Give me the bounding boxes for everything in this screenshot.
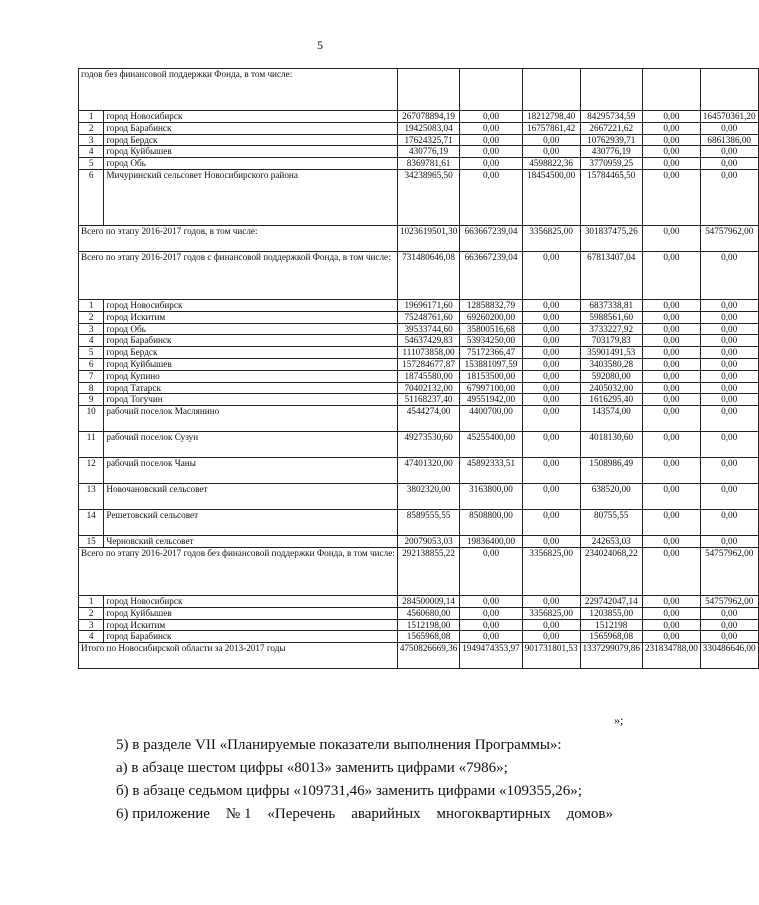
amount-cell: 0,00 [522,370,580,382]
amount-cell: 0,00 [522,484,580,510]
table-row [79,169,759,225]
row-number: 1 [79,111,104,123]
row-number: 9 [79,394,104,406]
amount-cell: 0,00 [522,251,580,299]
amount-cell: 0,00 [642,299,700,311]
amount-cell [522,69,580,111]
stage-total-row [79,225,759,251]
closing-quote: »; [614,713,624,727]
row-number: 3 [79,134,104,146]
amount-cell: 0,00 [700,619,758,631]
municipality-name: город Бердск [104,347,398,359]
amount-cell: 35901491,53 [580,347,642,359]
amendment-item-5: 5) в разделе VII «Планируемые показатели выполнения Программы»: [116,737,562,753]
amount-cell: 69260200,00 [460,311,522,323]
amount-cell: 0,00 [460,158,522,170]
amount-cell: 0,00 [522,394,580,406]
amount-cell: 0,00 [460,169,522,225]
municipality-name: город Куйбышев [104,358,398,370]
section-header-row [79,69,759,111]
amount-cell: 592080,00 [580,370,642,382]
amount-cell: 2667221,62 [580,122,642,134]
amount-cell: 663667239,04 [460,225,522,251]
amount-cell: 242653,03 [580,536,642,548]
amount-cell: 0,00 [522,347,580,359]
amount-cell: 1565968,08 [580,631,642,643]
amount-cell: 0,00 [460,146,522,158]
row-number: 2 [79,311,104,323]
amount-cell: 0,00 [700,158,758,170]
amount-cell: 18153500,00 [460,370,522,382]
amount-cell: 284500009,14 [397,595,459,607]
section-label: Всего по этапу 2016-2017 годов, в том числе: [79,225,398,251]
row-number: 6 [79,358,104,370]
amount-cell: 1508986,49 [580,458,642,484]
row-number: 1 [79,595,104,607]
municipality-name: рабочий поселок Сузун [104,432,398,458]
municipality-name: Черновский сельсовет [104,536,398,548]
amount-cell: 0,00 [522,595,580,607]
amount-cell: 638520,00 [580,484,642,510]
amount-cell: 0,00 [642,607,700,619]
amount-cell: 8508800,00 [460,510,522,536]
amount-cell: 4544274,00 [397,406,459,432]
amount-cell: 0,00 [642,134,700,146]
amount-cell: 1203855,00 [580,607,642,619]
amount-cell: 1616295,40 [580,394,642,406]
amount-cell: 0,00 [700,335,758,347]
amount-cell: 731480646,08 [397,251,459,299]
amount-cell: 54757962,00 [700,595,758,607]
page-number: 5 [317,38,323,52]
amount-cell: 8369781,61 [397,158,459,170]
amount-cell: 0,00 [642,311,700,323]
with-fund-total-row [79,251,759,299]
amount-cell: 0,00 [642,335,700,347]
amount-cell: 19425083,04 [397,122,459,134]
amount-cell: 0,00 [700,458,758,484]
table-row [79,134,759,146]
amount-cell: 6837338,81 [580,299,642,311]
amount-cell: 0,00 [642,631,700,643]
amount-cell: 0,00 [642,458,700,484]
amount-cell: 0,00 [642,251,700,299]
amount-cell: 0,00 [700,146,758,158]
amount-cell: 3356825,00 [522,607,580,619]
amount-cell: 267078894,19 [397,111,459,123]
municipality-name: город Новосибирск [104,595,398,607]
amount-cell: 0,00 [700,323,758,335]
municipality-name: Новочановский сельсовет [104,484,398,510]
section-label: Итого по Новосибирской области за 2013-2017 годы [79,643,398,669]
row-number: 3 [79,619,104,631]
amount-cell: 0,00 [700,347,758,359]
table-row [79,458,759,484]
section-label: Всего по этапу 2016-2017 годов без финансовой поддержки Фонда, в том числе: [79,547,398,595]
section-label: годов без финансовой поддержки Фонда, в том числе: [79,69,398,111]
amount-cell: 153881097,59 [460,358,522,370]
municipality-name: город Барабинск [104,122,398,134]
amount-cell: 0,00 [522,458,580,484]
municipality-name: город Новосибирск [104,111,398,123]
table-row [79,111,759,123]
table-row [79,432,759,458]
amount-cell: 0,00 [460,134,522,146]
amount-cell: 84295734,59 [580,111,642,123]
amount-cell: 4560680,00 [397,607,459,619]
grand-total-row [79,643,759,669]
amount-cell: 0,00 [522,299,580,311]
amount-cell: 0,00 [522,146,580,158]
amount-cell: 3802320,00 [397,484,459,510]
amount-cell: 0,00 [642,225,700,251]
row-number: 13 [79,484,104,510]
amount-cell: 1512198,00 [397,619,459,631]
municipality-name: город Искитим [104,619,398,631]
amount-cell: 0,00 [642,406,700,432]
amendment-word: аварийных [351,806,421,822]
amount-cell: 703179,83 [580,335,642,347]
table-row [79,595,759,607]
amount-cell: 0,00 [700,358,758,370]
amount-cell: 0,00 [700,631,758,643]
amount-cell: 49273530,60 [397,432,459,458]
municipality-name: город Татарск [104,382,398,394]
amount-cell: 6861386,00 [700,134,758,146]
amount-cell: 111073858,00 [397,347,459,359]
without-fund-total-row [79,547,759,595]
amount-cell: 0,00 [522,432,580,458]
amount-cell: 3163800,00 [460,484,522,510]
row-number: 4 [79,335,104,347]
amount-cell: 10762939,71 [580,134,642,146]
row-number: 10 [79,406,104,432]
amendment-word: многоквартирных [436,806,551,822]
amount-cell: 20079053,03 [397,536,459,548]
amount-cell: 0,00 [700,406,758,432]
table-row [79,358,759,370]
table-row [79,347,759,359]
amount-cell: 67813407,04 [580,251,642,299]
amount-cell: 0,00 [522,536,580,548]
table-row [79,607,759,619]
table-row [79,122,759,134]
amount-cell: 0,00 [642,323,700,335]
amount-cell: 53934250,00 [460,335,522,347]
amount-cell: 45892333,51 [460,458,522,484]
amount-cell: 0,00 [642,370,700,382]
amount-cell: 19836400,00 [460,536,522,548]
amount-cell: 0,00 [460,122,522,134]
amount-cell [700,69,758,111]
row-number: 15 [79,536,104,548]
amount-cell: 34238965,50 [397,169,459,225]
amount-cell: 75248761,60 [397,311,459,323]
row-number: 5 [79,347,104,359]
table-row [79,484,759,510]
municipality-name: город Тогучин [104,394,398,406]
row-number: 2 [79,122,104,134]
amount-cell: 18454500,00 [522,169,580,225]
amount-cell: 0,00 [700,122,758,134]
amendment-word: «Перечень [267,806,336,822]
amount-cell: 663667239,04 [460,251,522,299]
amount-cell: 0,00 [642,432,700,458]
amount-cell: 47401320,00 [397,458,459,484]
amount-cell: 3733227,92 [580,323,642,335]
table-row [79,510,759,536]
table-row [79,406,759,432]
amount-cell: 0,00 [460,631,522,643]
amount-cell: 75172366,47 [460,347,522,359]
amount-cell [397,69,459,111]
section-label: Всего по этапу 2016-2017 годов с финансовой поддержкой Фонда, в том числе: [79,251,398,299]
municipality-name: город Обь [104,158,398,170]
amount-cell: 0,00 [642,169,700,225]
table-row [79,299,759,311]
amount-cell: 0,00 [522,323,580,335]
row-number: 5 [79,158,104,170]
amount-cell: 0,00 [700,607,758,619]
amount-cell: 1023619501,30 [397,225,459,251]
amount-cell: 80755,55 [580,510,642,536]
municipality-name: город Барабинск [104,335,398,347]
amount-cell: 0,00 [700,370,758,382]
municipality-name: Мичуринский сельсовет Новосибирского района [104,169,398,225]
row-number: 12 [79,458,104,484]
municipality-name: рабочий поселок Чаны [104,458,398,484]
amount-cell: 0,00 [522,619,580,631]
amount-cell: 0,00 [700,169,758,225]
row-number: 3 [79,323,104,335]
row-number: 11 [79,432,104,458]
row-number: 7 [79,370,104,382]
amount-cell: 0,00 [642,111,700,123]
amount-cell: 901731801,53 [522,643,580,669]
amount-cell: 0,00 [460,111,522,123]
row-number: 6 [79,169,104,225]
amount-cell: 0,00 [700,311,758,323]
amount-cell: 4750826669,36 [397,643,459,669]
amount-cell: 0,00 [522,335,580,347]
amount-cell: 0,00 [642,394,700,406]
municipality-name: город Барабинск [104,631,398,643]
amount-cell: 0,00 [522,358,580,370]
amount-cell: 292138855,22 [397,547,459,595]
table-row [79,631,759,643]
amount-cell: 19696171,60 [397,299,459,311]
amount-cell: 229742047,14 [580,595,642,607]
row-number: 4 [79,146,104,158]
amount-cell: 1565968,08 [397,631,459,643]
amount-cell: 0,00 [460,595,522,607]
table-row [79,394,759,406]
amount-cell [460,69,522,111]
amendment-item-b: б) в абзаце седьмом цифры «109731,46» заменить цифрами «109355,26»; [116,783,582,799]
amount-cell: 157284677,87 [397,358,459,370]
amendment-word: № 1 [225,806,252,822]
amount-cell: 0,00 [642,510,700,536]
amount-cell: 70402132,00 [397,382,459,394]
amount-cell: 39533744,60 [397,323,459,335]
amount-cell: 49551942,00 [460,394,522,406]
amount-cell: 4018130,60 [580,432,642,458]
amount-cell: 164570361,20 [700,111,758,123]
amendment-word: 6) приложение [116,806,210,822]
table-row [79,323,759,335]
amount-cell: 67997100,00 [460,382,522,394]
amount-cell: 0,00 [642,595,700,607]
amount-cell: 0,00 [460,607,522,619]
amount-cell: 301837475,26 [580,225,642,251]
amount-cell: 0,00 [700,432,758,458]
amount-cell: 35800516,68 [460,323,522,335]
table-row [79,536,759,548]
municipality-name: город Обь [104,323,398,335]
amount-cell: 0,00 [642,158,700,170]
table-row [79,382,759,394]
amount-cell: 143574,00 [580,406,642,432]
amount-cell: 0,00 [522,406,580,432]
amount-cell: 18745580,00 [397,370,459,382]
amendment-word: домов» [566,806,613,822]
amount-cell: 3770959,25 [580,158,642,170]
amount-cell: 0,00 [642,484,700,510]
amount-cell: 3403580,28 [580,358,642,370]
amount-cell: 45255400,00 [460,432,522,458]
amount-cell: 0,00 [700,394,758,406]
amount-cell: 1512198 [580,619,642,631]
municipality-name: город Новосибирск [104,299,398,311]
amount-cell: 17624325,71 [397,134,459,146]
amount-cell: 0,00 [700,382,758,394]
amount-cell: 1949474353,97 [460,643,522,669]
row-number: 14 [79,510,104,536]
amount-cell: 0,00 [642,347,700,359]
table-row [79,619,759,631]
table-row [79,311,759,323]
amount-cell: 18212798,40 [522,111,580,123]
municipality-name: город Куйбышев [104,146,398,158]
amount-cell: 0,00 [700,251,758,299]
municipality-name: рабочий поселок Маслянино [104,406,398,432]
amount-cell: 8589555,55 [397,510,459,536]
amount-cell: 3356825,00 [522,225,580,251]
table-row [79,370,759,382]
amount-cell: 4400700,00 [460,406,522,432]
amount-cell: 0,00 [522,631,580,643]
amount-cell: 15784465,50 [580,169,642,225]
amendment-text [78,734,613,826]
row-number: 1 [79,299,104,311]
amount-cell: 54757962,00 [700,225,758,251]
table-row [79,335,759,347]
amount-cell: 0,00 [460,547,522,595]
amount-cell: 0,00 [522,311,580,323]
amount-cell [580,69,642,111]
municipality-name: город Купино [104,370,398,382]
row-number: 2 [79,607,104,619]
amount-cell: 0,00 [700,299,758,311]
table-row [79,146,759,158]
amendment-item-6 [78,803,613,826]
amount-cell: 54637429,83 [397,335,459,347]
amount-cell: 16757861,42 [522,122,580,134]
amount-cell: 0,00 [522,382,580,394]
amount-cell: 330486646,00 [700,643,758,669]
amount-cell: 0,00 [522,134,580,146]
amount-cell: 1337299079,86 [580,643,642,669]
amount-cell: 51168237,40 [397,394,459,406]
amount-cell: 4598822,36 [522,158,580,170]
amount-cell: 0,00 [642,619,700,631]
amount-cell: 0,00 [642,547,700,595]
amount-cell: 0,00 [700,536,758,548]
amount-cell: 12858832,79 [460,299,522,311]
amount-cell: 234024068,22 [580,547,642,595]
amount-cell: 0,00 [700,484,758,510]
row-number: 8 [79,382,104,394]
municipality-name: Решетовский сельсовет [104,510,398,536]
row-number: 4 [79,631,104,643]
amount-cell: 430776,19 [580,146,642,158]
amount-cell [642,69,700,111]
amount-cell: 231834788,00 [642,643,700,669]
amount-cell: 0,00 [642,358,700,370]
amount-cell: 0,00 [642,122,700,134]
amount-cell: 5988561,60 [580,311,642,323]
amount-cell: 0,00 [522,510,580,536]
amendment-item-a: а) в абзаце шестом цифры «8013» заменить цифрами «7986»; [116,760,508,776]
municipality-name: город Куйбышев [104,607,398,619]
amount-cell: 3356825,00 [522,547,580,595]
amount-cell: 0,00 [642,536,700,548]
amount-cell: 0,00 [642,382,700,394]
amount-cell: 0,00 [642,146,700,158]
amount-cell: 2405032,00 [580,382,642,394]
amount-cell: 54757962,00 [700,547,758,595]
amount-cell: 0,00 [460,619,522,631]
municipality-name: город Искитим [104,311,398,323]
program-funding-table [78,68,759,669]
amount-cell: 0,00 [700,510,758,536]
municipality-name: город Бердск [104,134,398,146]
table-row [79,158,759,170]
amount-cell: 430776,19 [397,146,459,158]
